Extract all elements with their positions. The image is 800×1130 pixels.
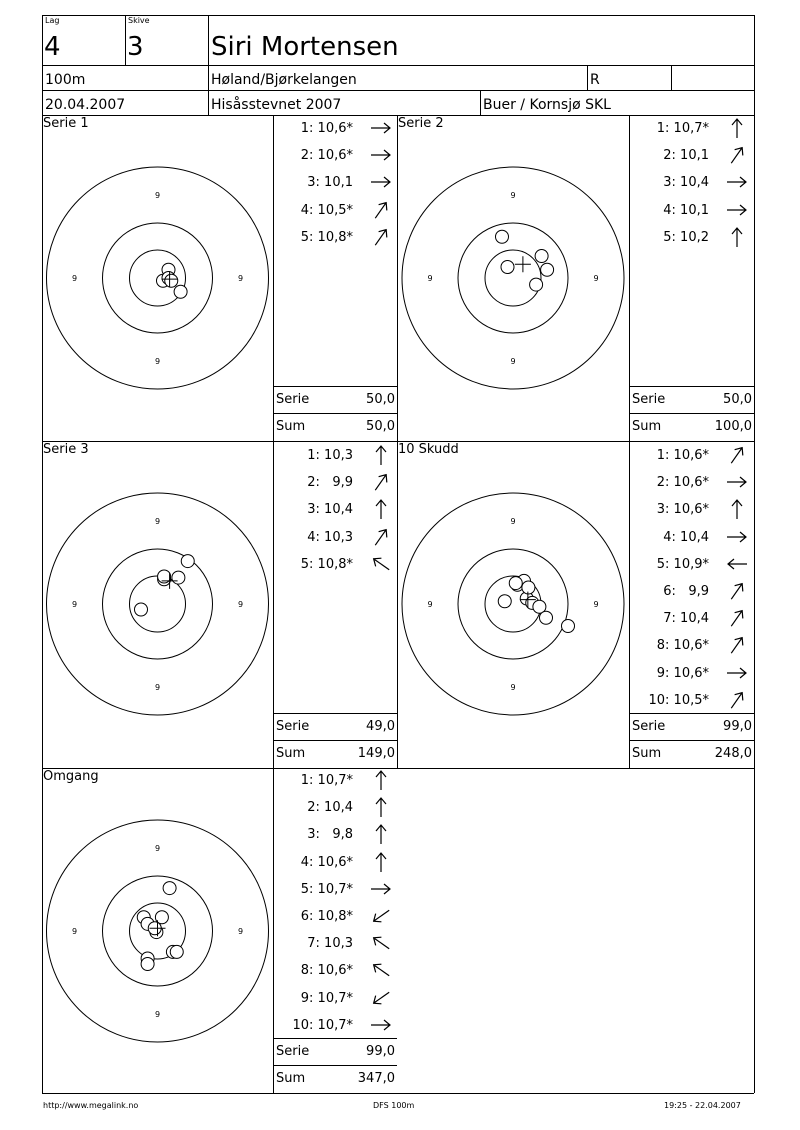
shot-score: 8: 10,6*	[656, 638, 709, 654]
lag-label: Lag	[45, 16, 60, 25]
ring-number: 9	[237, 927, 244, 936]
shot-direction-arrow-icon	[370, 823, 392, 845]
shot-score: 4: 10,1	[663, 202, 709, 218]
ring-number: 9	[427, 600, 433, 609]
class: R	[590, 72, 600, 88]
shot-score: 4: 10,6*	[300, 854, 353, 870]
date: 20.04.2007	[45, 97, 126, 113]
header-col-divider-class	[587, 65, 588, 90]
shot-direction-arrow-icon	[726, 689, 748, 711]
shot-score: 5: 10,8*	[300, 556, 353, 572]
skive-label: Skive	[128, 16, 150, 25]
target-face	[42, 128, 273, 428]
ring-number: 9	[154, 844, 161, 853]
shot-hole	[541, 263, 554, 276]
shot-direction-arrow-icon	[726, 199, 748, 221]
shot-hole	[165, 274, 178, 287]
summary-divider	[273, 386, 397, 387]
shot-score: 4: 10,5*	[300, 202, 353, 218]
shot-score: 1: 10,3	[307, 448, 353, 463]
shot-score: 1: 10,7*	[656, 121, 709, 136]
serie-label: Serie	[276, 719, 310, 734]
target-ring	[485, 250, 541, 306]
shot-direction-arrow-icon	[370, 987, 392, 1009]
shot-direction-arrow-icon	[370, 144, 392, 166]
shot-hole	[530, 278, 543, 291]
shot-score: 9: 10,7*	[300, 990, 353, 1006]
shot-score: 6: 10,8*	[300, 909, 353, 924]
shot-score: 1: 10,6*	[656, 448, 709, 463]
ring-number: 9	[154, 517, 161, 526]
shot-score: 5: 10,8*	[300, 229, 353, 245]
shot-direction-arrow-icon	[370, 553, 392, 575]
shot-direction-arrow-icon	[726, 144, 748, 166]
sum-score: 149,0	[357, 746, 395, 761]
shot-hole	[135, 603, 148, 616]
ring-number: 9	[510, 191, 516, 200]
panel-title: Serie 3	[43, 442, 89, 457]
summary-divider	[273, 413, 397, 414]
ring-number: 9	[154, 1010, 161, 1019]
shot-score: 8: 10,6*	[300, 963, 353, 979]
ring-number: 9	[237, 274, 244, 283]
shot-score: 2: 10,1	[663, 148, 709, 164]
shot-score: 3: 10,4	[663, 175, 709, 191]
serie-score: 49,0	[366, 719, 395, 734]
shot-score: 1: 10,7*	[300, 773, 353, 788]
target-ring	[402, 493, 624, 715]
shot-direction-arrow-icon	[370, 471, 392, 493]
sum-score: 100,0	[714, 419, 752, 434]
serie-label: Serie	[276, 392, 310, 407]
target-ring	[402, 167, 624, 389]
target-ring	[458, 223, 568, 333]
shot-direction-arrow-icon	[726, 607, 748, 629]
shot-score: 2: 9,9	[307, 475, 353, 491]
header-col-divider-class2	[671, 65, 672, 90]
shot-direction-arrow-icon	[370, 769, 392, 791]
serie-score: 99,0	[723, 719, 752, 734]
serie-label: Serie	[276, 1044, 310, 1059]
target-ring	[47, 493, 269, 715]
summary-divider	[629, 413, 754, 414]
shot-hole	[509, 577, 522, 590]
grid-bottom	[42, 1093, 754, 1094]
serie-label: Serie	[632, 719, 666, 734]
summary-divider	[273, 740, 397, 741]
shot-direction-arrow-icon	[370, 1014, 392, 1036]
ring-number: 9	[593, 600, 599, 609]
shot-direction-arrow-icon	[726, 662, 748, 684]
summary-divider	[629, 713, 754, 714]
panel-title: Omgang	[43, 769, 99, 784]
shot-direction-arrow-icon	[726, 580, 748, 602]
shot-score: 4: 10,4	[663, 529, 709, 545]
shot-hole	[501, 261, 514, 274]
header-col-divider-range	[480, 90, 481, 115]
grid-col-1	[273, 115, 274, 1093]
shot-hole	[181, 555, 194, 568]
header-row-divider-1	[42, 65, 754, 66]
shot-hole	[540, 611, 553, 624]
shot-score: 10: 10,7*	[292, 1017, 353, 1033]
ring-number: 9	[154, 357, 161, 366]
header-col-divider-skive	[208, 15, 209, 115]
summary-divider	[273, 713, 397, 714]
target-face	[397, 454, 629, 754]
serie-label: Serie	[632, 392, 666, 407]
target-face	[42, 454, 273, 754]
shot-hole	[163, 882, 176, 895]
club: Høland/Bjørkelangen	[211, 72, 357, 88]
shooter-name: Siri Mortensen	[211, 32, 399, 62]
shot-score: 3: 10,4	[307, 502, 353, 518]
shot-score: 2: 10,6*	[656, 475, 709, 491]
summary-divider	[273, 1038, 397, 1039]
shot-score: 6: 9,9	[663, 584, 709, 599]
lag-value: 4	[44, 32, 61, 62]
serie-score: 99,0	[366, 1044, 395, 1059]
shot-hole	[496, 230, 509, 243]
sum-score: 248,0	[714, 746, 752, 761]
shot-hole	[170, 945, 183, 958]
shot-direction-arrow-icon	[370, 932, 392, 954]
shot-direction-arrow-icon	[370, 498, 392, 520]
shot-direction-arrow-icon	[370, 959, 392, 981]
sum-label: Sum	[276, 1071, 306, 1086]
ring-number: 9	[510, 357, 516, 366]
footer-url[interactable]: http://www.megalink.no	[43, 1101, 139, 1110]
panel-title: 10 Skudd	[398, 442, 459, 457]
shot-direction-arrow-icon	[726, 498, 748, 520]
shot-hole	[562, 620, 575, 633]
shot-direction-arrow-icon	[726, 526, 748, 548]
ring-number: 9	[427, 274, 433, 283]
shot-direction-arrow-icon	[726, 471, 748, 493]
shot-score: 5: 10,7*	[300, 881, 353, 897]
shot-score: 3: 9,8	[307, 827, 353, 843]
range: Buer / Kornsjø SKL	[483, 97, 611, 113]
ring-number: 9	[593, 274, 599, 283]
header-row-divider-2	[42, 90, 754, 91]
header-col-divider-lag	[125, 15, 126, 65]
shot-score: 3: 10,1	[307, 175, 353, 191]
sum-label: Sum	[276, 746, 306, 761]
header-border-right	[754, 15, 755, 1093]
ring-number: 9	[71, 274, 78, 283]
summary-divider	[629, 740, 754, 741]
ring-number: 9	[71, 927, 78, 936]
shot-direction-arrow-icon	[370, 796, 392, 818]
shot-score: 3: 10,6*	[656, 502, 709, 518]
grid-row-2	[42, 768, 754, 769]
sum-label: Sum	[632, 746, 662, 761]
distance: 100m	[45, 72, 86, 88]
ring-number: 9	[510, 517, 516, 526]
target-face	[397, 128, 629, 428]
ring-number: 9	[237, 600, 244, 609]
target-face	[42, 781, 273, 1081]
serie-score: 50,0	[366, 392, 395, 407]
mean-impact-cross	[515, 256, 531, 272]
shot-score: 2: 10,6*	[300, 148, 353, 164]
shot-score: 4: 10,3	[307, 529, 353, 545]
target-ring	[458, 549, 568, 659]
shot-score: 2: 10,4	[307, 800, 353, 816]
sum-score: 347,0	[357, 1071, 395, 1086]
shot-direction-arrow-icon	[726, 634, 748, 656]
shot-direction-arrow-icon	[370, 444, 392, 466]
shot-direction-arrow-icon	[370, 905, 392, 927]
sum-label: Sum	[632, 419, 662, 434]
ring-number: 9	[154, 683, 161, 692]
shot-direction-arrow-icon	[370, 171, 392, 193]
shot-direction-arrow-icon	[726, 117, 748, 139]
shot-score: 10: 10,5*	[648, 692, 709, 708]
shot-hole	[535, 250, 548, 263]
shot-direction-arrow-icon	[370, 526, 392, 548]
shot-hole	[141, 958, 154, 971]
shot-score: 9: 10,6*	[656, 665, 709, 681]
footer-timestamp: 19:25 - 22.04.2007	[664, 1101, 741, 1110]
serie-score: 50,0	[723, 392, 752, 407]
ring-number: 9	[71, 600, 78, 609]
summary-divider	[629, 386, 754, 387]
grid-col-3	[629, 115, 630, 768]
shot-score: 1: 10,6*	[300, 121, 353, 136]
shot-direction-arrow-icon	[370, 199, 392, 221]
shot-direction-arrow-icon	[726, 171, 748, 193]
shot-hole	[522, 581, 535, 594]
ring-number: 9	[510, 683, 516, 692]
panel-title: Serie 2	[398, 116, 444, 131]
shot-direction-arrow-icon	[370, 851, 392, 873]
target-ring	[103, 549, 213, 659]
shot-score: 7: 10,4	[663, 611, 709, 627]
shot-direction-arrow-icon	[726, 553, 748, 575]
sum-score: 50,0	[366, 419, 395, 434]
shot-direction-arrow-icon	[726, 226, 748, 248]
shot-score: 5: 10,2	[663, 229, 709, 245]
sum-label: Sum	[276, 419, 306, 434]
shot-score: 7: 10,3	[307, 936, 353, 952]
shot-direction-arrow-icon	[726, 444, 748, 466]
footer-program: DFS 100m	[373, 1101, 415, 1110]
shot-hole	[498, 595, 511, 608]
event: Hisåsstevnet 2007	[211, 97, 342, 113]
panel-title: Serie 1	[43, 116, 89, 131]
shot-score: 5: 10,9*	[656, 556, 709, 572]
ring-number: 9	[154, 191, 161, 200]
shot-direction-arrow-icon	[370, 226, 392, 248]
summary-divider	[273, 1065, 397, 1066]
shot-direction-arrow-icon	[370, 878, 392, 900]
skive-value: 3	[127, 32, 144, 62]
shot-hole	[172, 571, 185, 584]
shot-hole	[174, 285, 187, 298]
shot-direction-arrow-icon	[370, 117, 392, 139]
